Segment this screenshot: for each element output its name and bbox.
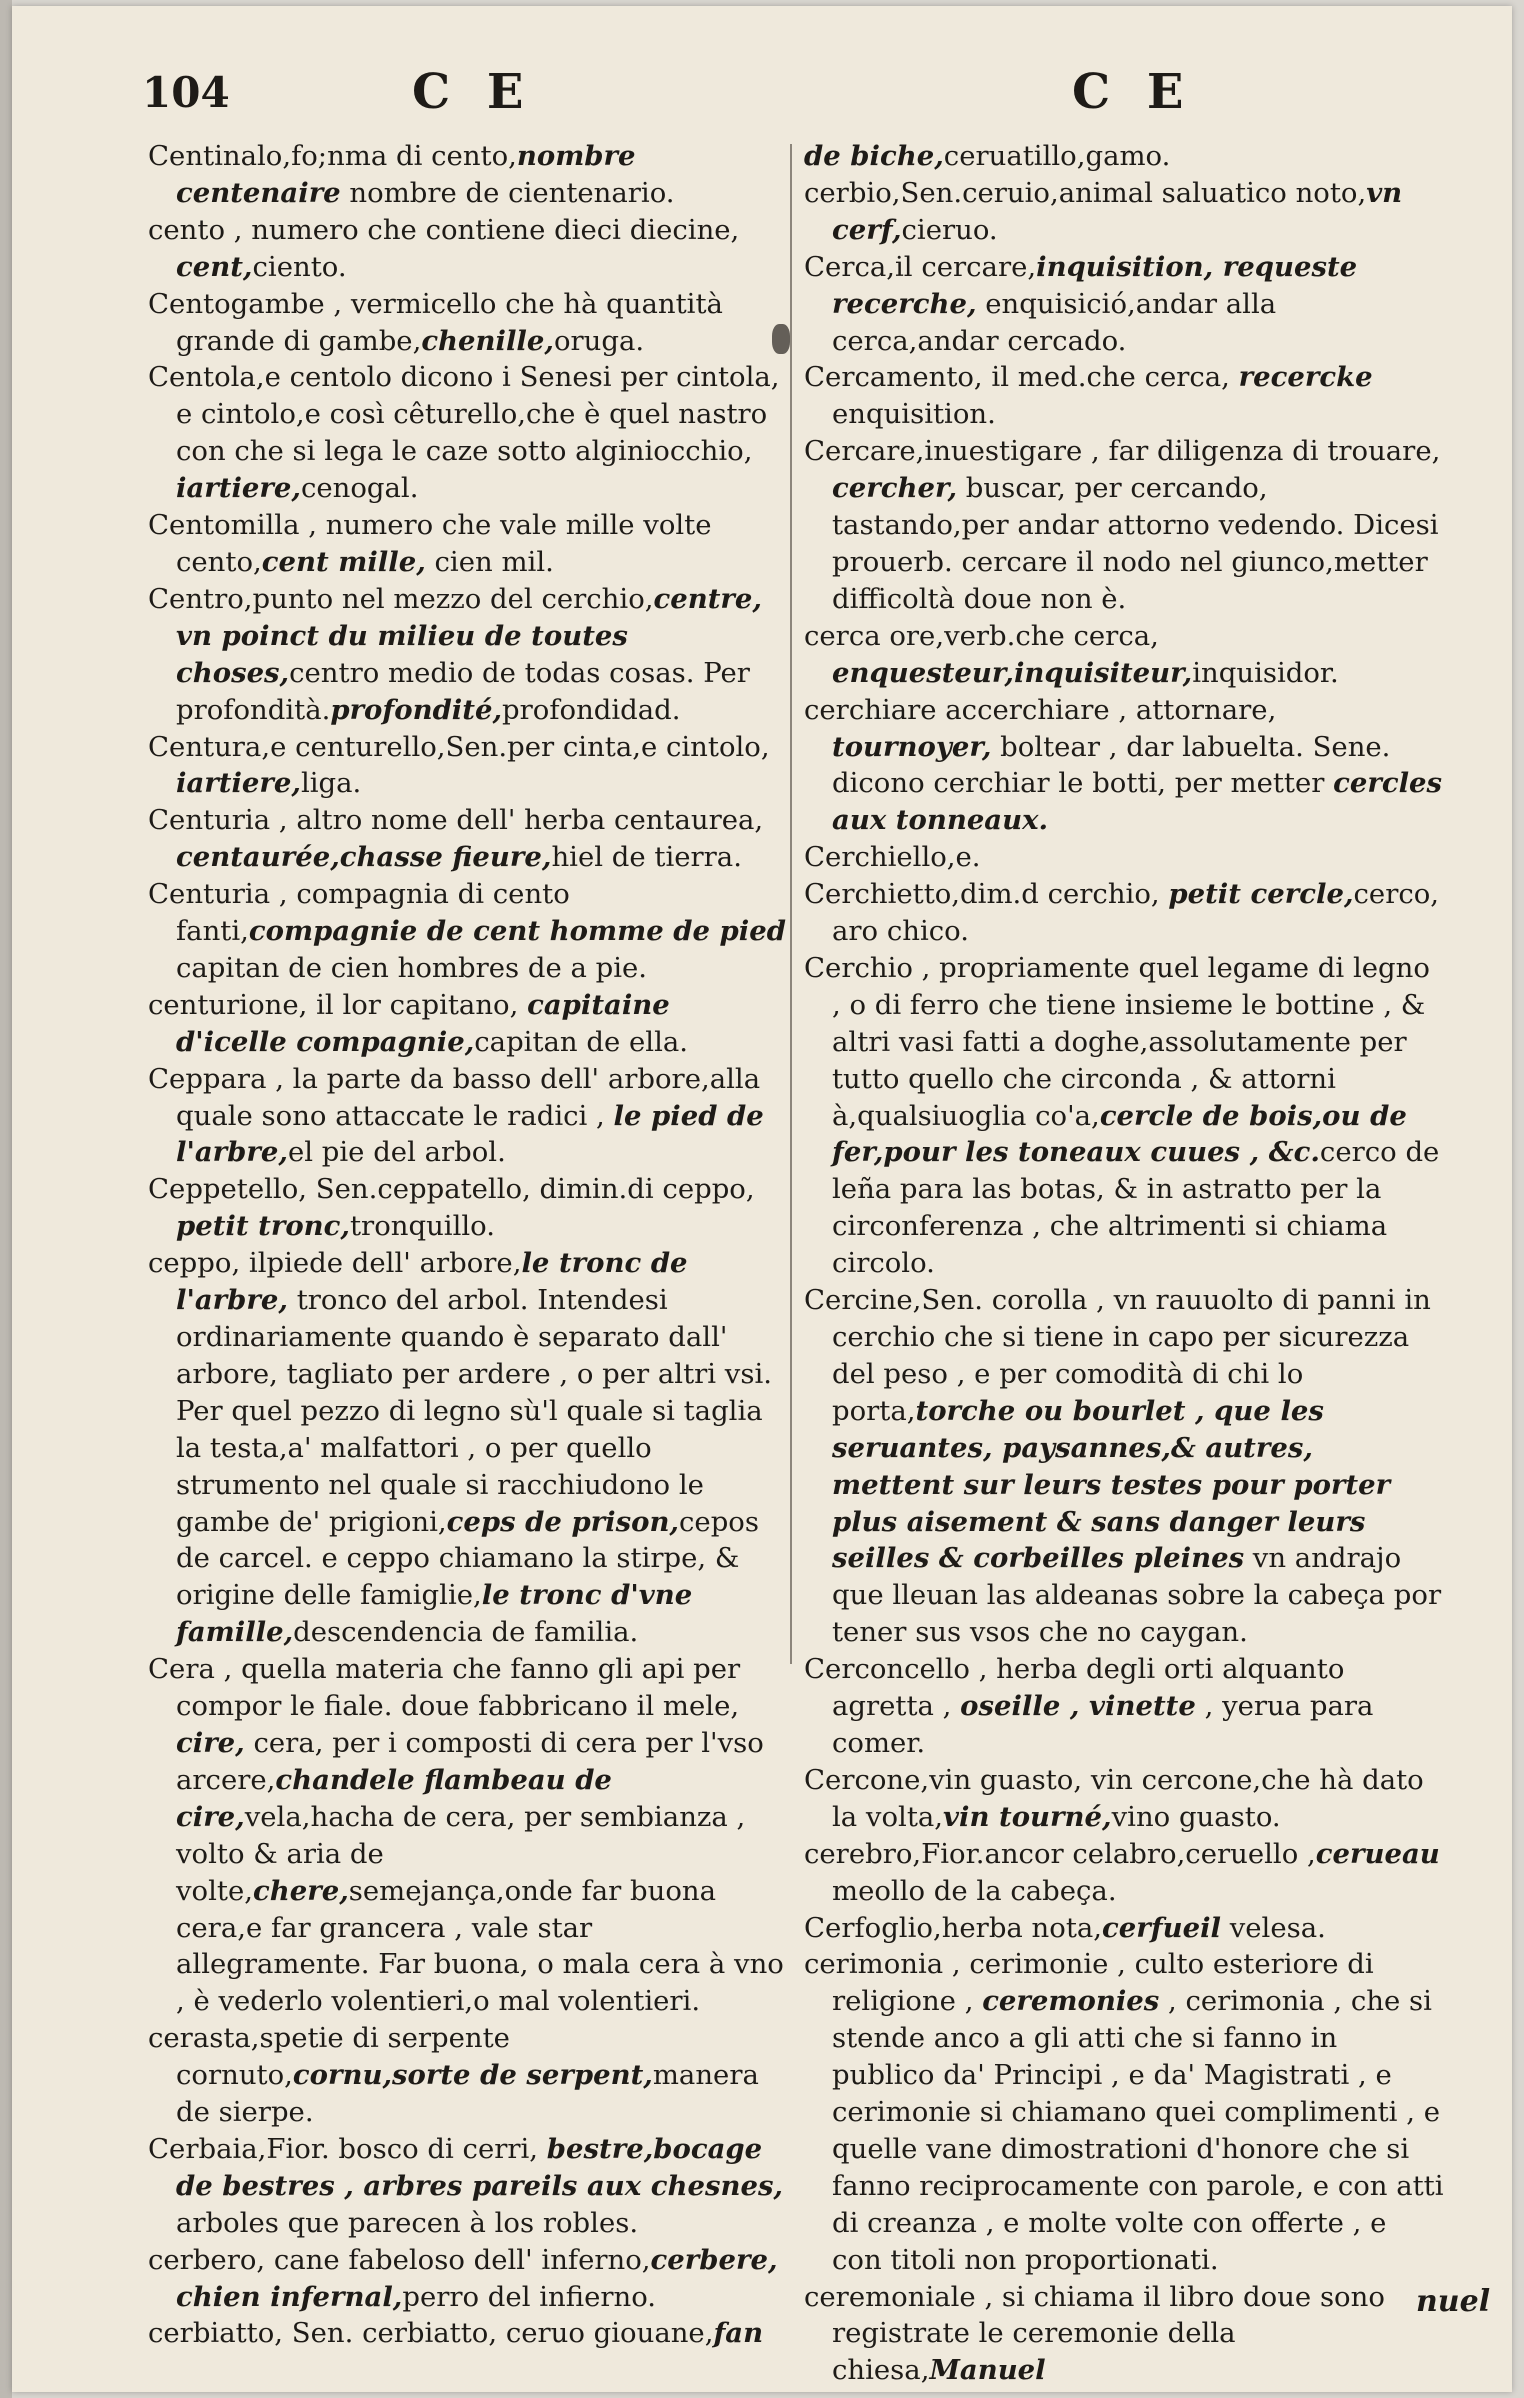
- entry-text: enquisition.: [832, 398, 996, 431]
- entry-text: cerbiatto, Sen. cerbiatto, ceruo giouane,: [148, 2317, 714, 2350]
- entry-text: cieruo.: [901, 213, 998, 246]
- entry-text: boltear , dar labuelta. Sene. dicono cerchiar le botti, per metter: [832, 730, 1391, 800]
- entry-text: Centura,e centurello,Sen.per cinta,e cintolo,: [148, 730, 770, 763]
- entry-text: centurione, il lor capitano,: [148, 988, 528, 1021]
- french-gloss: cent mille,: [261, 545, 426, 578]
- entry-text: profondidad.: [502, 693, 681, 726]
- entry-text: Cerbaia,Fior. bosco di cerri,: [148, 2132, 547, 2165]
- entry-text: cera, per i composti di cera per l'vso arcere,: [176, 1726, 764, 1796]
- french-gloss: bestre,bocage de bestres , arbres pareils aux chesnes,: [176, 2132, 784, 2202]
- right-running-head: C E: [1072, 64, 1194, 120]
- entry-text: centro medio de todas cosas. Per profondità.: [176, 656, 750, 726]
- dictionary-entry: [148, 2131, 788, 2242]
- french-gloss: cire,: [176, 1726, 245, 1759]
- dictionary-entry: [804, 839, 1444, 876]
- french-gloss: ceremonies: [982, 1985, 1160, 2018]
- entry-text: descendencia de familia.: [293, 1616, 639, 1649]
- dictionary-entry: [804, 876, 1444, 950]
- entry-text: cerebro,Fior.ancor celabro,ceruello ,: [804, 1837, 1316, 1870]
- french-gloss: iartiere,: [176, 767, 301, 800]
- dictionary-entry: [148, 729, 788, 803]
- french-gloss: enquesteur,inquisiteur,: [832, 656, 1193, 689]
- french-gloss: recercke: [1238, 361, 1373, 394]
- entry-text: tronco del arbol. Intendesi ordinariamente quando è separato dall' arbore, tagliato per ardere , o per altri vsi. Per quel pezzo di legno sù'l quale si taglia la testa,a' malfattori , o per quello strumento nel quale si racchiudono le gambe de' prigioni,: [176, 1284, 772, 1538]
- dictionary-entry: [804, 618, 1444, 692]
- dictionary-entry: [148, 581, 788, 729]
- dictionary-entry: [148, 2315, 788, 2352]
- entry-text: ceremoniale , si chiama il libro doue sono registrate le ceremonie della chiesa,: [804, 2280, 1385, 2387]
- french-gloss: fan: [713, 2317, 764, 2350]
- entry-text: Cerconcello , herba degli orti alquanto agretta ,: [804, 1653, 1345, 1723]
- dictionary-entry: [148, 1245, 788, 1651]
- entry-text: Centinalo,fo;nma di cento,: [148, 140, 517, 172]
- french-gloss: iartiere,: [176, 472, 301, 505]
- dictionary-entry: [148, 1651, 788, 2020]
- entry-text: cerbero, cane fabeloso dell' inferno,: [148, 2243, 651, 2276]
- entry-text: Cercare,inuestigare , far diligenza di trouare,: [804, 435, 1441, 468]
- french-gloss: Manuel: [929, 2354, 1046, 2387]
- entry-text: meollo de la cabeça.: [832, 1874, 1117, 1907]
- entry-text: Cerchietto,dim.d cerchio,: [804, 878, 1169, 911]
- french-gloss: centaurée,chasse fieure,: [176, 841, 552, 874]
- entry-text: vn andrajo que lleuan las aldeanas sobre la cabeça por tener sus vsos che no caygan.: [832, 1542, 1442, 1649]
- french-gloss: oseille , vinette: [960, 1690, 1196, 1723]
- entry-text: cepos de carcel. e ceppo chiamano la stirpe, & origine delle famiglie,: [176, 1505, 759, 1612]
- french-gloss: cornu,sorte de serpent,: [292, 2059, 653, 2092]
- dictionary-entry: [148, 876, 788, 987]
- dictionary-entry: [148, 802, 788, 876]
- page-number: 104: [142, 68, 230, 117]
- book-page: [12, 6, 1512, 2392]
- entry-text: Ceppara , la parte da basso dell' arbore,alla quale sono attaccate le radici ,: [148, 1062, 761, 1132]
- entry-text: cerimonia , cerimonie , culto esteriore di religione ,: [804, 1948, 1374, 2018]
- right-column: [804, 138, 1444, 2389]
- entry-text: cerasta,spetie di serpente cornuto,: [148, 2022, 510, 2092]
- entry-text: Cercine,Sen. corolla , vn rauuolto di panni in cerchio che si tiene in capo per sicurezza del peso , e per comodità di chi lo porta,: [804, 1284, 1431, 1427]
- dictionary-entry: [148, 2020, 788, 2131]
- dictionary-entry: [804, 950, 1444, 1282]
- entry-text: arboles que parecen à los robles.: [176, 2206, 639, 2239]
- entry-text: cento , numero che contiene dieci diecine,: [148, 213, 740, 246]
- dictionary-entry: [804, 1836, 1444, 1910]
- entry-text: cerchiare accerchiare , attornare,: [804, 693, 1277, 726]
- entry-text: manera de sierpe.: [176, 2059, 759, 2129]
- french-gloss: vin tourné,: [943, 1800, 1112, 1833]
- entry-text: el pie del arbol.: [287, 1136, 506, 1169]
- entry-text: cerca ore,verb.che cerca,: [804, 619, 1159, 652]
- entry-text: Cerchio , propriamente quel legame di legno , o di ferro che tiene insieme le bottine , & altri vasi fatti a doghe,assolutamente per tutto quello che circonda , & attorni à,qualsiuoglia co'a,: [804, 951, 1430, 1132]
- entry-text: capitan de ella.: [474, 1025, 688, 1058]
- french-gloss: tournoyer,: [832, 730, 992, 763]
- entry-text: cerbio,Sen.ceruio,animal saluatico noto,: [804, 176, 1367, 209]
- dictionary-entry: [804, 1282, 1444, 1651]
- entry-text: Centuria , altro nome dell' herba centaurea,: [148, 804, 764, 837]
- entry-text: Cera , quella materia che fanno gli api per compor le fiale. doue fabbricano il mele,: [148, 1653, 741, 1723]
- dictionary-entry: [148, 138, 788, 212]
- entry-text: Cercone,vin guasto, vin cercone,che hà dato la volta,: [804, 1763, 1424, 1833]
- entry-text: ceppo, ilpiede dell' arbore,: [148, 1247, 522, 1280]
- entry-text: Centro,punto nel mezzo del cerchio,: [148, 582, 654, 615]
- french-gloss: chere,: [252, 1874, 349, 1907]
- dictionary-entry: [804, 1762, 1444, 1836]
- entry-text: capitan de cien hombres de a pie.: [176, 951, 648, 984]
- entry-text: oruga.: [553, 324, 645, 357]
- french-gloss: chandele flambeau de cire,: [176, 1763, 612, 1833]
- entry-text: perro del infierno.: [402, 2280, 657, 2313]
- dictionary-entry: [804, 175, 1444, 249]
- french-gloss: chenille,: [421, 324, 554, 357]
- dictionary-entry: [804, 2279, 1444, 2390]
- dictionary-entry: [148, 1061, 788, 1172]
- french-gloss: torche ou bourlet , que les seruantes, paysannes,& autres, mettent sur leurs testes pour porter plus aisement & sans danger leurs seilles & corbeilles pleines: [832, 1394, 1391, 1575]
- french-gloss: le pied de l'arbre,: [176, 1099, 764, 1169]
- dictionary-entry: [804, 359, 1444, 433]
- entry-text: Centola,e centolo dicono i Senesi per cintola, e cintolo,e così cêturello,che è quel nastro con che si lega le caze sotto alginiocchio,: [148, 361, 780, 468]
- entry-text: nombre de cientenario.: [340, 176, 675, 209]
- french-gloss: cerueau: [1315, 1837, 1440, 1870]
- entry-text: ciento.: [252, 250, 347, 283]
- dictionary-entry: [148, 507, 788, 581]
- french-gloss: inquisition, requeste recerche,: [832, 250, 1358, 320]
- entry-text: cerco, aro chico.: [832, 878, 1440, 948]
- dictionary-entry: [804, 1910, 1444, 1947]
- entry-text: vino guasto.: [1111, 1800, 1281, 1833]
- dictionary-entry: [804, 433, 1444, 618]
- french-gloss: profondité,: [330, 693, 503, 726]
- entry-text: Cercamento, il med.che cerca,: [804, 361, 1239, 394]
- french-gloss: cercher,: [832, 472, 958, 505]
- page-edge: [0, 0, 12, 2398]
- french-gloss: le tronc d'vne famille,: [176, 1579, 693, 1649]
- entry-text: enquisició,andar alla cerca,andar cercado.: [832, 287, 1277, 357]
- dictionary-entry: [804, 249, 1444, 360]
- french-gloss: centre, vn poinct du milieu de toutes choses,: [176, 582, 762, 689]
- entry-text: buscar, per cercando, tastando,per andar attorno vedendo. Dicesi prouerb. cercare il nodo nel giunco,metter difficoltà doue non è.: [832, 472, 1439, 615]
- entry-text: vela,hacha de cera, per sembianza , volto & aria de volte,: [176, 1800, 746, 1907]
- french-gloss: cercles aux tonneaux.: [832, 767, 1443, 837]
- left-running-head: C E: [412, 64, 534, 120]
- entry-text: inquisidor.: [1192, 656, 1339, 689]
- french-gloss: nombre centenaire: [176, 140, 636, 209]
- french-gloss: petit cercle,: [1168, 878, 1354, 911]
- french-gloss: cerbere, chien infernal,: [176, 2243, 778, 2313]
- dictionary-entry: [804, 1946, 1444, 2278]
- entry-text: Centogambe , vermicello che hà quantità grande di gambe,: [148, 287, 723, 357]
- entry-text: Centuria , compagnia di cento fanti,: [148, 878, 570, 948]
- entry-text: cien mil.: [425, 545, 554, 578]
- catchword: nuel: [1416, 2284, 1491, 2319]
- dictionary-entry: [804, 692, 1444, 840]
- dictionary-entry: [804, 1651, 1444, 1762]
- french-gloss: petit tronc,: [176, 1210, 350, 1243]
- running-header: [12, 64, 1512, 138]
- column-divider: [790, 144, 792, 1664]
- entry-text: hiel de tierra.: [551, 841, 742, 874]
- entry-text: Cerca,il cercare,: [804, 250, 1037, 283]
- french-gloss: cent,: [176, 250, 253, 283]
- french-gloss: cerfueil: [1102, 1911, 1221, 1944]
- entry-text: Ceppetello, Sen.ceppatello, dimin.di ceppo,: [148, 1173, 755, 1206]
- dictionary-entry: [148, 2242, 788, 2316]
- french-gloss: vn cerf,: [832, 176, 1403, 246]
- french-gloss: capitaine d'icelle compagnie,: [176, 988, 670, 1058]
- left-column: [148, 138, 788, 2352]
- french-gloss: ceps de prison,: [446, 1505, 680, 1538]
- entry-text: liga.: [300, 767, 362, 800]
- entry-text: Centomilla , numero che vale mille volte cento,: [148, 509, 712, 578]
- entry-text: semejança,onde far buona cera,e far grancera , vale star allegramente. Far buona, o mala cera à vno , è vederlo volentieri,o mal volentieri.: [176, 1874, 784, 2018]
- entry-text: , cerimonia , che si stende anco a gli atti che si fanno in publico da' Principi , e da' Magistrati , e cerimonie si chiamano quei complimenti , e quelle vane dimostrationi d'honore che si fanno reciprocamente con parole, e con atti di creanza , e molte volte con offerte , e con titoli non proportionati.: [832, 1985, 1444, 2276]
- entry-text: Cerfoglio,herba nota,: [804, 1911, 1103, 1944]
- entry-text: Cerchiello,e.: [804, 841, 981, 874]
- dictionary-entry: [148, 359, 788, 507]
- dictionary-entry: [148, 1171, 788, 1245]
- dictionary-entry: [148, 286, 788, 360]
- entry-text: tronquillo.: [350, 1210, 495, 1243]
- entry-text: velesa.: [1220, 1911, 1326, 1944]
- dictionary-entry: [148, 987, 788, 1061]
- entry-text: ceruatillo,gamo.: [943, 140, 1171, 172]
- dictionary-entry: [804, 138, 1444, 175]
- french-gloss: de biche,: [804, 140, 944, 172]
- dictionary-entry: [148, 212, 788, 286]
- entry-text: , yerua para comer.: [832, 1690, 1374, 1759]
- french-gloss: cercle de bois,ou de fer,pour les toneaux cuues , &c.: [832, 1099, 1407, 1169]
- french-gloss: compagnie de cent homme de pied: [248, 915, 786, 948]
- entry-text: cenogal.: [300, 472, 419, 505]
- entry-text: cerco de leña para las botas, & in astratto per la circonferenza , che altrimenti si chiama circolo.: [832, 1136, 1440, 1280]
- french-gloss: le tronc de l'arbre,: [176, 1247, 688, 1317]
